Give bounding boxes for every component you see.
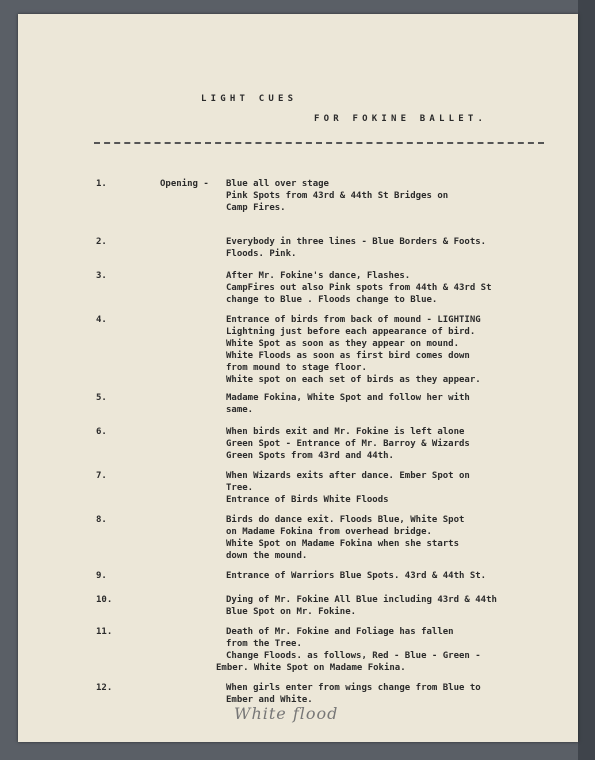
cue-text-line: Everybody in three lines - Blue Borders & Foots. — [226, 237, 487, 247]
cue-text — [226, 236, 566, 260]
cue-text-line: from the Tree. — [226, 639, 302, 649]
cue-number: 12. — [96, 683, 113, 693]
cue-number: 2. — [96, 237, 107, 247]
cue-text-line: White Spot as soon as they appear on mound. — [226, 339, 459, 349]
cue-text-line: CampFires out also Pink spots from 44th & 43rd St — [226, 283, 492, 293]
cue-number: 8. — [96, 515, 107, 525]
cue-number: 6. — [96, 427, 107, 437]
document-page — [18, 14, 578, 742]
cue-text-line: Entrance of Warriors Blue Spots. 43rd & 44th St. — [226, 571, 487, 581]
cue-text-line: Camp Fires. — [226, 203, 286, 213]
cue-text-line: Blue all over stage — [226, 179, 329, 189]
cue-number: 11. — [96, 627, 113, 637]
cue-number: 4. — [96, 315, 107, 325]
cue-text-line: Tree. — [226, 483, 254, 493]
cue-text-line: When birds exit and Mr. Fokine is left alone — [226, 427, 465, 437]
cue-text-line: Change Floods. as follows, Red - Blue - Green - — [226, 651, 481, 661]
cue-text-line: Birds do dance exit. Floods Blue, White Spot — [226, 515, 465, 525]
cue-text-line: White Spot on Madame Fokina when she starts — [226, 539, 459, 549]
cue-text-line: from mound to stage floor. — [226, 363, 367, 373]
cue-text-line: When girls enter from wings change from Blue to — [226, 683, 481, 693]
cue-number: 9. — [96, 571, 107, 581]
handwritten-note: White flood — [234, 704, 339, 723]
cue-text — [226, 178, 566, 214]
opening-label: Opening - — [160, 179, 209, 189]
title-line-1: LIGHT CUES — [201, 94, 298, 104]
background-edge — [578, 0, 595, 760]
cue-text-line: Entrance of birds from back of mound - LIGHTING — [226, 315, 481, 325]
cue-text-line: Entrance of Birds White Floods — [226, 495, 389, 505]
title-line-2: FOR FOKINE BALLET. — [314, 114, 488, 124]
cue-text — [226, 570, 566, 582]
cue-text — [226, 270, 566, 306]
cue-number: 5. — [96, 393, 107, 403]
cue-text-line: Pink Spots from 43rd & 44th St Bridges on — [226, 191, 449, 201]
cue-text — [226, 314, 566, 386]
cue-text — [226, 392, 566, 416]
cue-number: 3. — [96, 271, 107, 281]
cue-text-line: Green Spots from 43rd and 44th. — [226, 451, 394, 461]
cue-text-line: Floods. Pink. — [226, 249, 297, 259]
cue-text-line: change to Blue . Floods change to Blue. — [226, 295, 438, 305]
cue-text-line: Green Spot - Entrance of Mr. Barroy & Wizards — [226, 439, 470, 449]
cue-text-line: Blue Spot on Mr. Fokine. — [226, 607, 357, 617]
cue-text — [216, 626, 566, 674]
cue-text-line: After Mr. Fokine's dance, Flashes. — [226, 271, 411, 281]
cue-text-line: When Wizards exits after dance. Ember Spot on — [226, 471, 470, 481]
cue-text — [226, 594, 566, 618]
cue-text — [226, 470, 566, 506]
cue-text-line: Madame Fokina, White Spot and follow her with — [226, 393, 470, 403]
cue-number: 7. — [96, 471, 107, 481]
cue-text-line: on Madame Fokina from overhead bridge. — [226, 527, 432, 537]
cue-text-line: Lightning just before each appearance of bird. — [226, 327, 476, 337]
cue-text — [226, 426, 566, 462]
cue-text — [226, 682, 566, 706]
cue-number: 10. — [96, 595, 113, 605]
dashed-divider — [94, 142, 544, 144]
cue-text-line: Dying of Mr. Fokine All Blue including 43rd & 44th — [226, 595, 497, 605]
cue-text-line: Ember. White Spot on Madame Fokina. — [216, 663, 406, 673]
cue-text-line: White spot on each set of birds as they appear. — [226, 375, 481, 385]
cue-text — [226, 514, 566, 562]
cue-number: 1. — [96, 179, 107, 189]
cue-text-line: Ember and White. — [226, 695, 313, 705]
cue-text-line: down the mound. — [226, 551, 308, 561]
cue-text-line: White Floods as soon as first bird comes down — [226, 351, 470, 361]
cue-text-line: same. — [226, 405, 254, 415]
cue-text-line: Death of Mr. Fokine and Foliage has fallen — [226, 627, 454, 637]
